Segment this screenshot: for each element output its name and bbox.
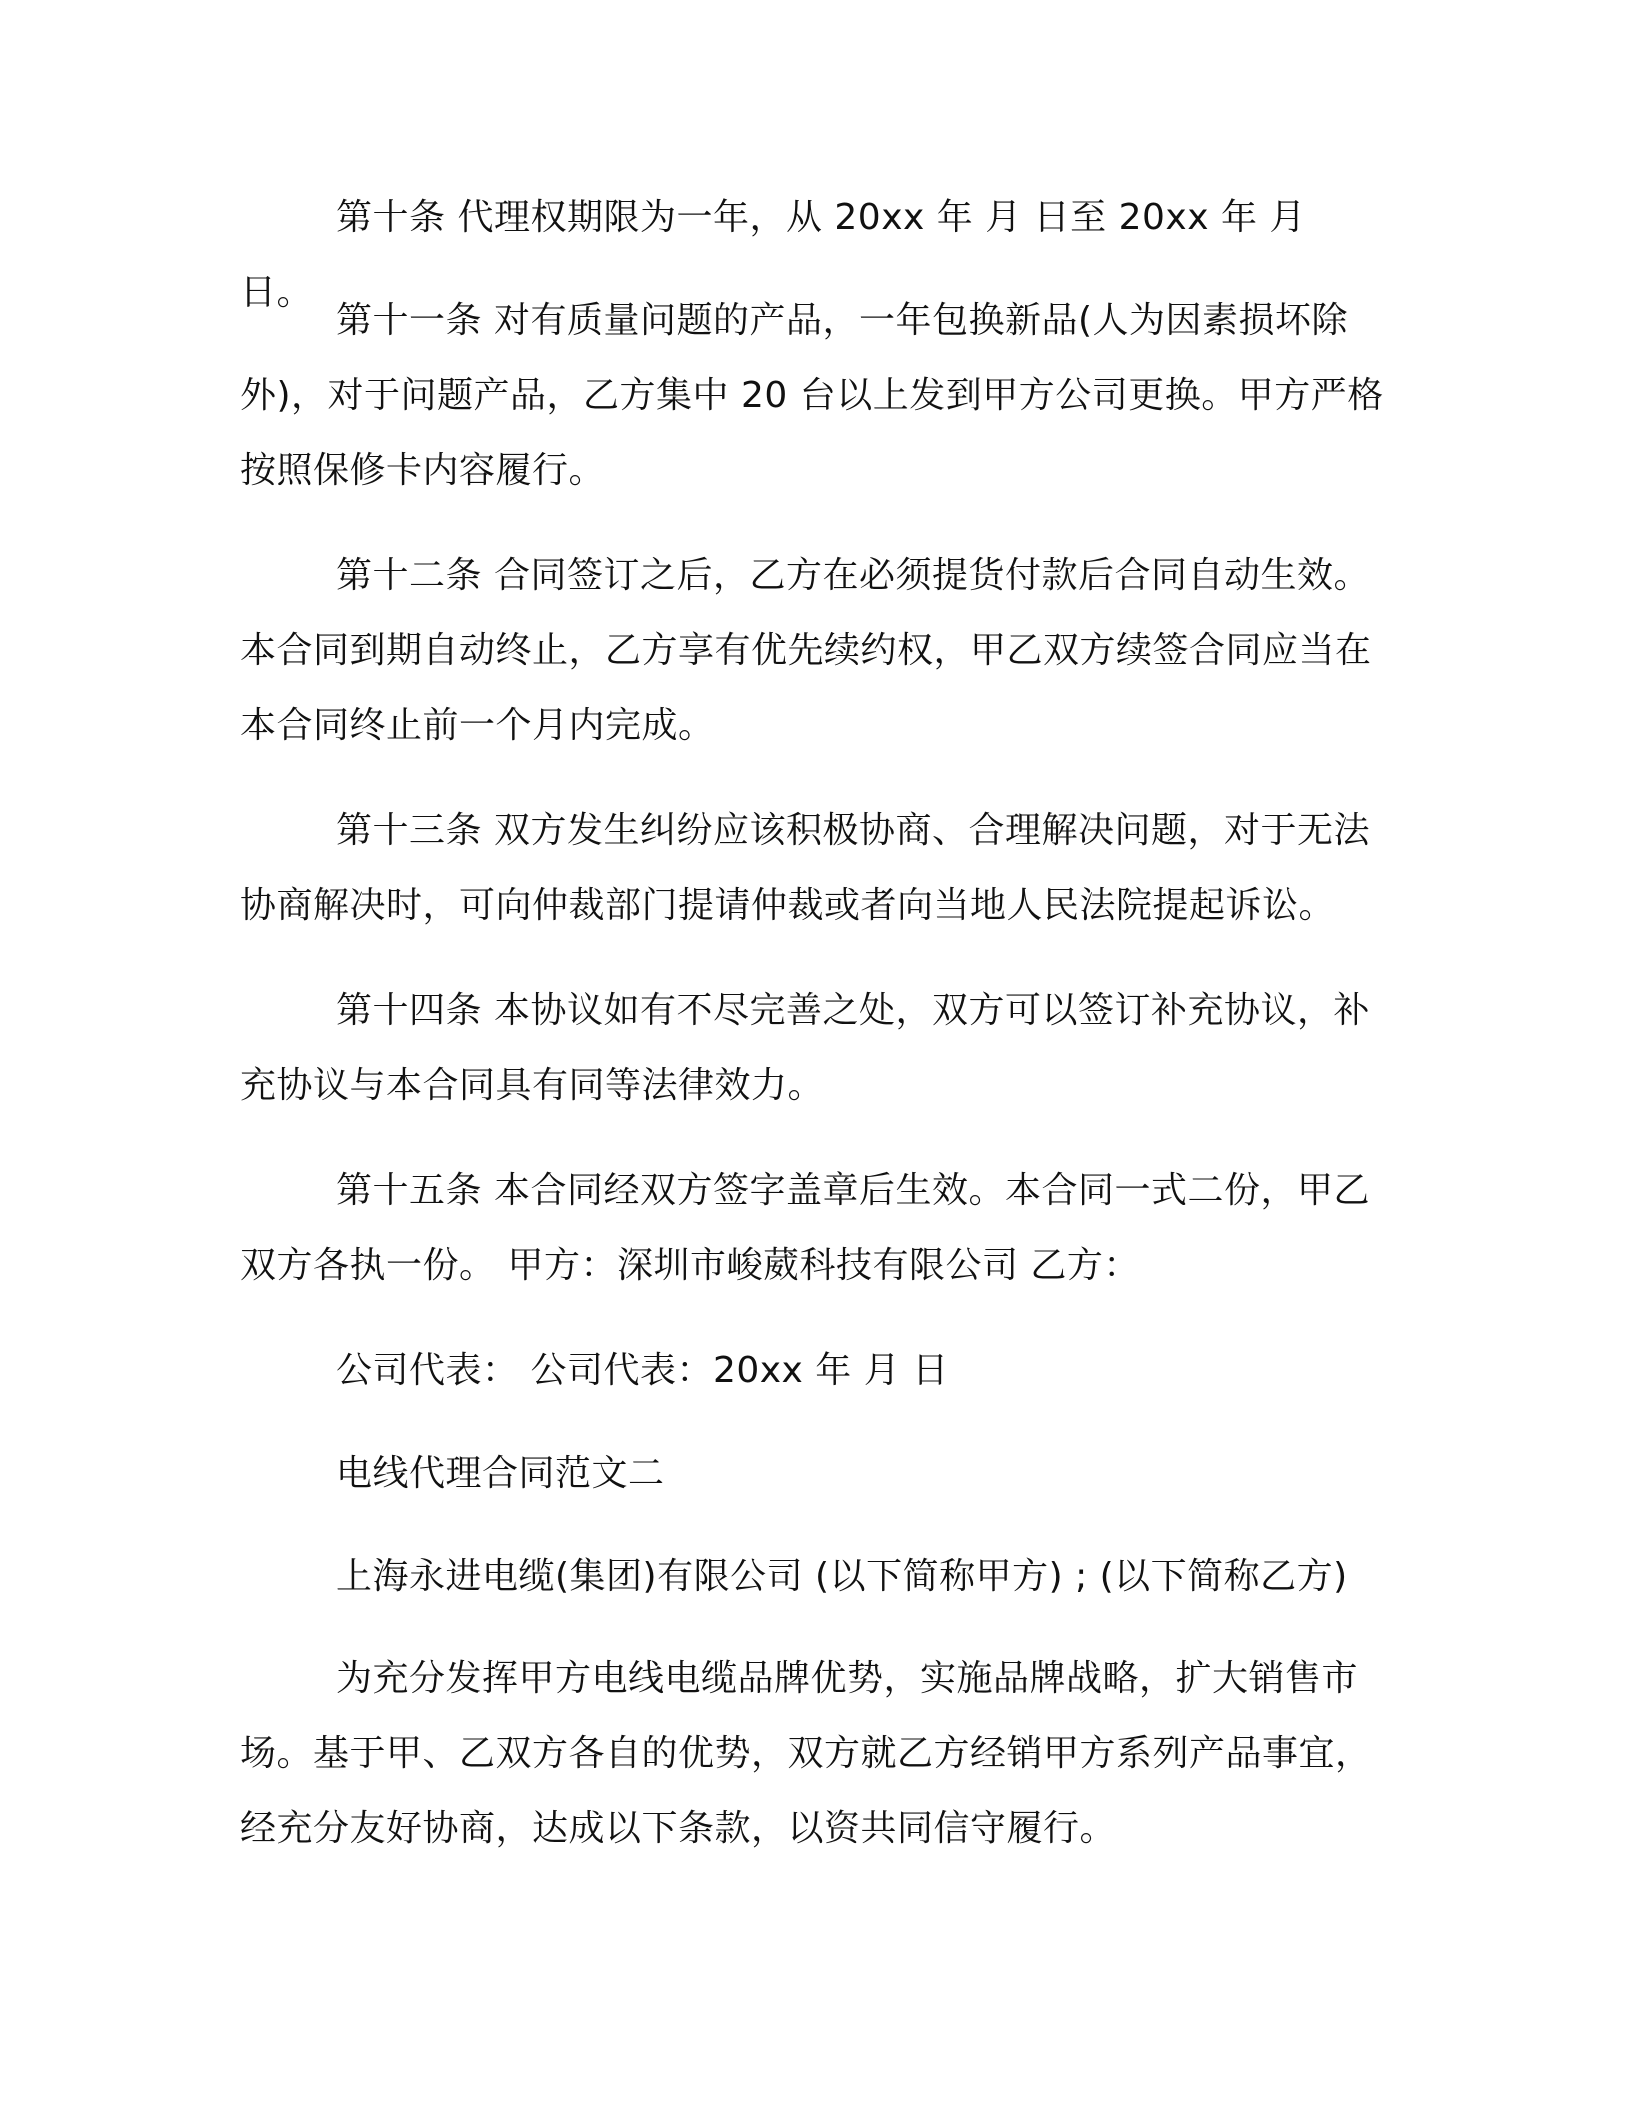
article-10-paragraph: 第十条 代理权期限为一年，从 20xx 年 月 日至 20xx 年 月 日。 (240, 197, 1306, 313)
article-11-paragraph: 第十一条 对有质量问题的产品，一年包换新品(人为因素损坏除外)，对于问题产品，乙方集中 20 台以上发到甲方公司更换。甲方严格按照保修卡内容履行。 (240, 300, 1384, 491)
article-12-paragraph: 第十二条 合同签订之后，乙方在必须提货付款后合同自动生效。本合同到期自动终止，乙方享有优先续约权，甲乙双方续签合同应当在本合同终止前一个月内完成。 (240, 555, 1372, 746)
article-14-paragraph: 第十四条 本协议如有不尽完善之处，双方可以签订补充协议，补充协议与本合同具有同等法律效力。 (240, 990, 1370, 1106)
article-15-paragraph: 第十五条 本合同经双方签字盖章后生效。本合同一式二份，甲乙双方各执一份。 甲方：深圳市峻葳科技有限公司 乙方： (240, 1170, 1370, 1286)
parties-line: 上海永进电缆(集团)有限公司 (以下简称甲方) ; (以下简称乙方) (336, 1556, 1348, 1597)
preamble-paragraph: 为充分发挥甲方电线电缆品牌优势，实施品牌战略，扩大销售市场。基于甲、乙双方各自的优势，双方就乙方经销甲方系列产品事宜，经充分友好协商，达成以下条款，以资共同信守履行。 (240, 1658, 1372, 1849)
signature-line: 公司代表： 公司代表：20xx 年 月 日 (336, 1350, 949, 1391)
section-title: 电线代理合同范文二 (336, 1453, 665, 1494)
article-13-paragraph: 第十三条 双方发生纠纷应该积极协商、合理解决问题，对于无法协商解决时，可向仲裁部门提请仲裁或者向当地人民法院提起诉讼。 (240, 810, 1370, 926)
